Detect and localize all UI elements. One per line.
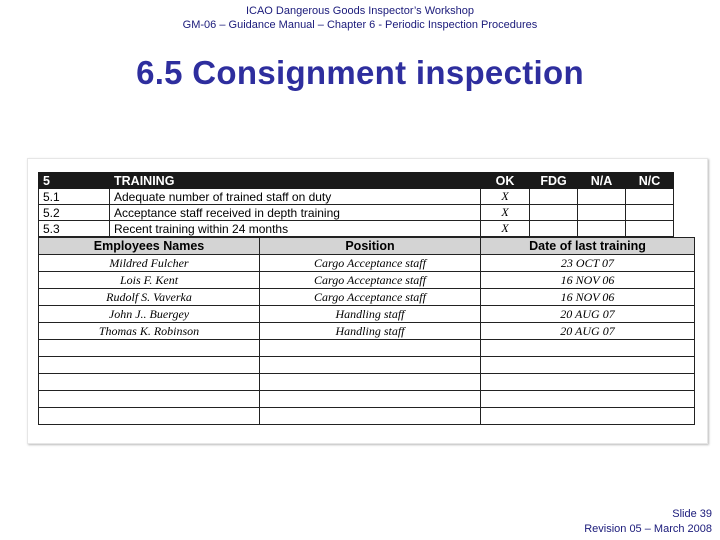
blank-row [39,340,695,357]
training-date: 20 AUG 07 [481,306,695,323]
na-cell [578,205,626,221]
employee-name: Thomas K. Robinson [39,323,260,340]
col-position-header: Position [260,238,481,255]
employee-row [39,306,695,323]
revision-note: Revision 05 – March 2008 [584,523,712,535]
section-title: TRAINING [110,173,481,189]
ok-mark: X [481,221,530,237]
employee-row [39,323,695,340]
na-cell [578,221,626,237]
training-checklist-table [38,172,694,237]
col-employee-name-header: Employees Names [39,238,260,255]
employees-training-table [38,237,695,425]
section-number: 5 [39,173,110,189]
col-na-header: N/A [578,173,626,189]
employee-position: Cargo Acceptance staff [260,255,481,272]
employee-name: Lois F. Kent [39,272,260,289]
col-ok-header: OK [481,173,530,189]
header-line-2: GM-06 – Guidance Manual – Chapter 6 - Periodic Inspection Procedures [182,19,538,31]
na-cell [578,189,626,205]
ok-mark: X [481,189,530,205]
item-text: Acceptance staff received in depth training [110,205,481,221]
employee-name: Mildred Fulcher [39,255,260,272]
col-nc-header: N/C [626,173,674,189]
blank-row [39,357,695,374]
checklist-row [39,205,694,221]
training-date: 20 AUG 07 [481,323,695,340]
ok-mark: X [481,205,530,221]
fdg-cell [530,221,578,237]
fdg-cell [530,189,578,205]
nc-cell [626,189,674,205]
employee-position: Handling staff [260,306,481,323]
employee-position: Cargo Acceptance staff [260,289,481,306]
checklist-header-row [39,173,694,189]
item-number: 5.2 [39,205,110,221]
col-date-header: Date of last training [481,238,695,255]
inspection-form [27,158,708,444]
blank-row [39,408,695,425]
slide-number: Slide 39 [672,508,712,520]
item-number: 5.3 [39,221,110,237]
checklist-row [39,189,694,205]
employee-name: Rudolf S. Vaverka [39,289,260,306]
header-line-1: ICAO Dangerous Goods Inspector’s Workshop [245,5,475,17]
slide-title: 6.5 Consignment inspection [136,54,584,91]
col-fdg-header: FDG [530,173,578,189]
nc-cell [626,205,674,221]
employee-row [39,272,695,289]
nc-cell [626,221,674,237]
employee-position: Cargo Acceptance staff [260,272,481,289]
item-text: Recent training within 24 months [110,221,481,237]
fdg-cell [530,205,578,221]
checklist-row [39,221,694,237]
employee-row [39,255,695,272]
employee-row [39,289,695,306]
training-date: 16 NOV 06 [481,289,695,306]
blank-row [39,391,695,408]
item-text: Adequate number of trained staff on duty [110,189,481,205]
item-number: 5.1 [39,189,110,205]
employee-position: Handling staff [260,323,481,340]
employee-name: John J.. Buergey [39,306,260,323]
blank-row [39,374,695,391]
training-date: 23 OCT 07 [481,255,695,272]
employees-header-row [39,238,695,255]
training-date: 16 NOV 06 [481,272,695,289]
